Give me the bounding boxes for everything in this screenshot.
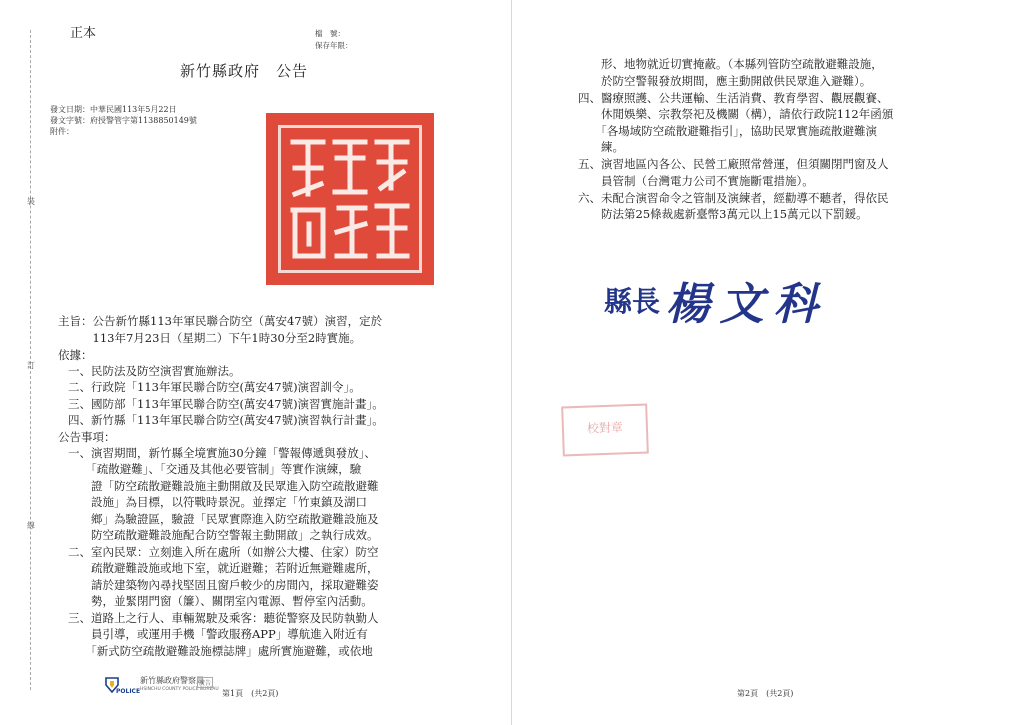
notice-line: 休閒娛樂、宗教祭祀及機關（構），請依行政院112年函頒 [578,107,894,121]
notice-line: 三、道路上之行人、車輛駕駛及乘客：聽從警察及民防執勤人 [68,611,379,625]
notice-line: 形、地物就近切實掩蔽。（本縣列管防空疏散避難設施， [578,57,883,71]
basis-item: 二、行政院「113年軍民聯合防空(萬安47號)演習訓令」。 [68,380,361,394]
document-number: 發文字號：府授警管字第1138850149號 [50,116,197,125]
proofread-stamp: 校對章 [561,404,649,457]
signature-title: 縣長 [604,285,661,318]
basis-item: 一、民防法及防空演習實施辦法。 [68,364,241,378]
attachment-label: 附件： [50,127,74,136]
notice-line: 證「防空疏散避難設施主動開啟及民眾進入防空疏散避難 [68,479,379,493]
seal-glyphs [281,128,419,270]
logo-en: HSINCHU COUNTY POLICE BUREAU [140,687,219,692]
notice-line: 於防空警報發放期間，應主動開啟供民眾進入避難）。 [578,74,872,88]
notice-line: 勢，並緊閉門窗（簾）、關閉室內電源、暫停室內活動。 [68,594,373,608]
notice-line: 疏散避難設施或地下室，就近避難；若附近無避難處所， [68,561,379,575]
notice-line: 員管制（台灣電力公司不實施斷電措施）。 [578,174,814,188]
basis-item: 三、國防部「113年軍民聯合防空(萬安47號)演習實施計畫」。 [68,397,384,411]
binding-mark-ding: 訂 [27,361,35,370]
notice-line: 「疏散避難」、「交通及其他必要管制」等實作演練，驗 [68,462,362,476]
page-number: 第1頁 (共2頁) [222,689,279,698]
notice-line: 員引導，或運用手機「警政服務APP」導航進入附近有 [68,627,368,641]
notice-line: 練。 [578,140,624,154]
notice-line: 五、演習地區內各公、民營工廠照常營運，但須關閉門窗及人 [578,157,889,171]
notice-line: 請於建築物內尋找堅固且窗戶較少的房間內，採取避難姿 [68,578,379,592]
notice-line: 二、室內民眾：立刻進入所在處所（如辦公大樓、住家）防空 [68,545,379,559]
issue-date: 發文日期：中華民國113年5月22日 [50,105,177,114]
notice-line: 設施」為目標，以符戰時景況。並擇定「竹東鎮及湖口 [68,495,367,509]
notice-line: 「新式防空疏散避難設施標誌牌」處所實施避難，或依地 [68,644,373,658]
basis-item: 四、新竹縣「113年軍民聯合防空(萬安47號)演習執行計畫」。 [68,413,384,427]
binding-mark-xian: 線 [27,521,35,530]
binding-mark-zhuang: 裝 [27,197,35,206]
signature-name: 楊文科 [665,279,828,330]
notice-line: 防法第25條裁處新臺幣3萬元以上15萬元以下罰鍰。 [578,207,868,221]
notice-line: 一、演習期間，新竹縣全境實施30分鐘「警報傳遞與發放」、 [68,446,376,460]
document-title: 新竹縣政府 公告 [180,62,309,80]
notice-line: 六、未配合演習命令之管制及演練者，經勸導不聽者，得依民 [578,191,889,205]
official-seal [266,113,434,285]
basis-heading: 依據： [58,348,93,362]
left-document-page [0,0,509,725]
notice-line: 防空疏散避難設施配合防空警報主動開啟」之執行成效。 [68,528,379,542]
magistrate-signature [604,268,828,332]
retention-label: 保存年限： [315,41,353,50]
notice-line: 鄉」為驗證區，驗證「民眾實際進入防空疏散避難設施及 [68,512,379,526]
logo-word: POLICE [116,688,141,695]
logo-cn: 新竹縣政府警察局 [140,676,204,685]
subject-line: 113年7月23日（星期二）下午1時30分至2時實施。 [58,331,362,345]
file-number-label: 檔 號： [315,29,345,38]
notice-heading: 公告事項： [58,430,116,444]
page-number: 第2頁 (共2頁) [737,689,794,698]
ad-badge: 廣告 [197,677,213,688]
copy-label: 正本 [70,26,97,41]
subject-line: 主旨：公告新竹縣113年軍民聯合防空（萬安47號）演習，定於 [58,314,383,328]
notice-line: 四、醫療照護、公共運輸、生活消費、教育學習、觀展觀賽、 [578,91,889,105]
notice-line: 「各場域防空疏散避難指引」，協助民眾實施疏散避難演 [578,124,877,138]
